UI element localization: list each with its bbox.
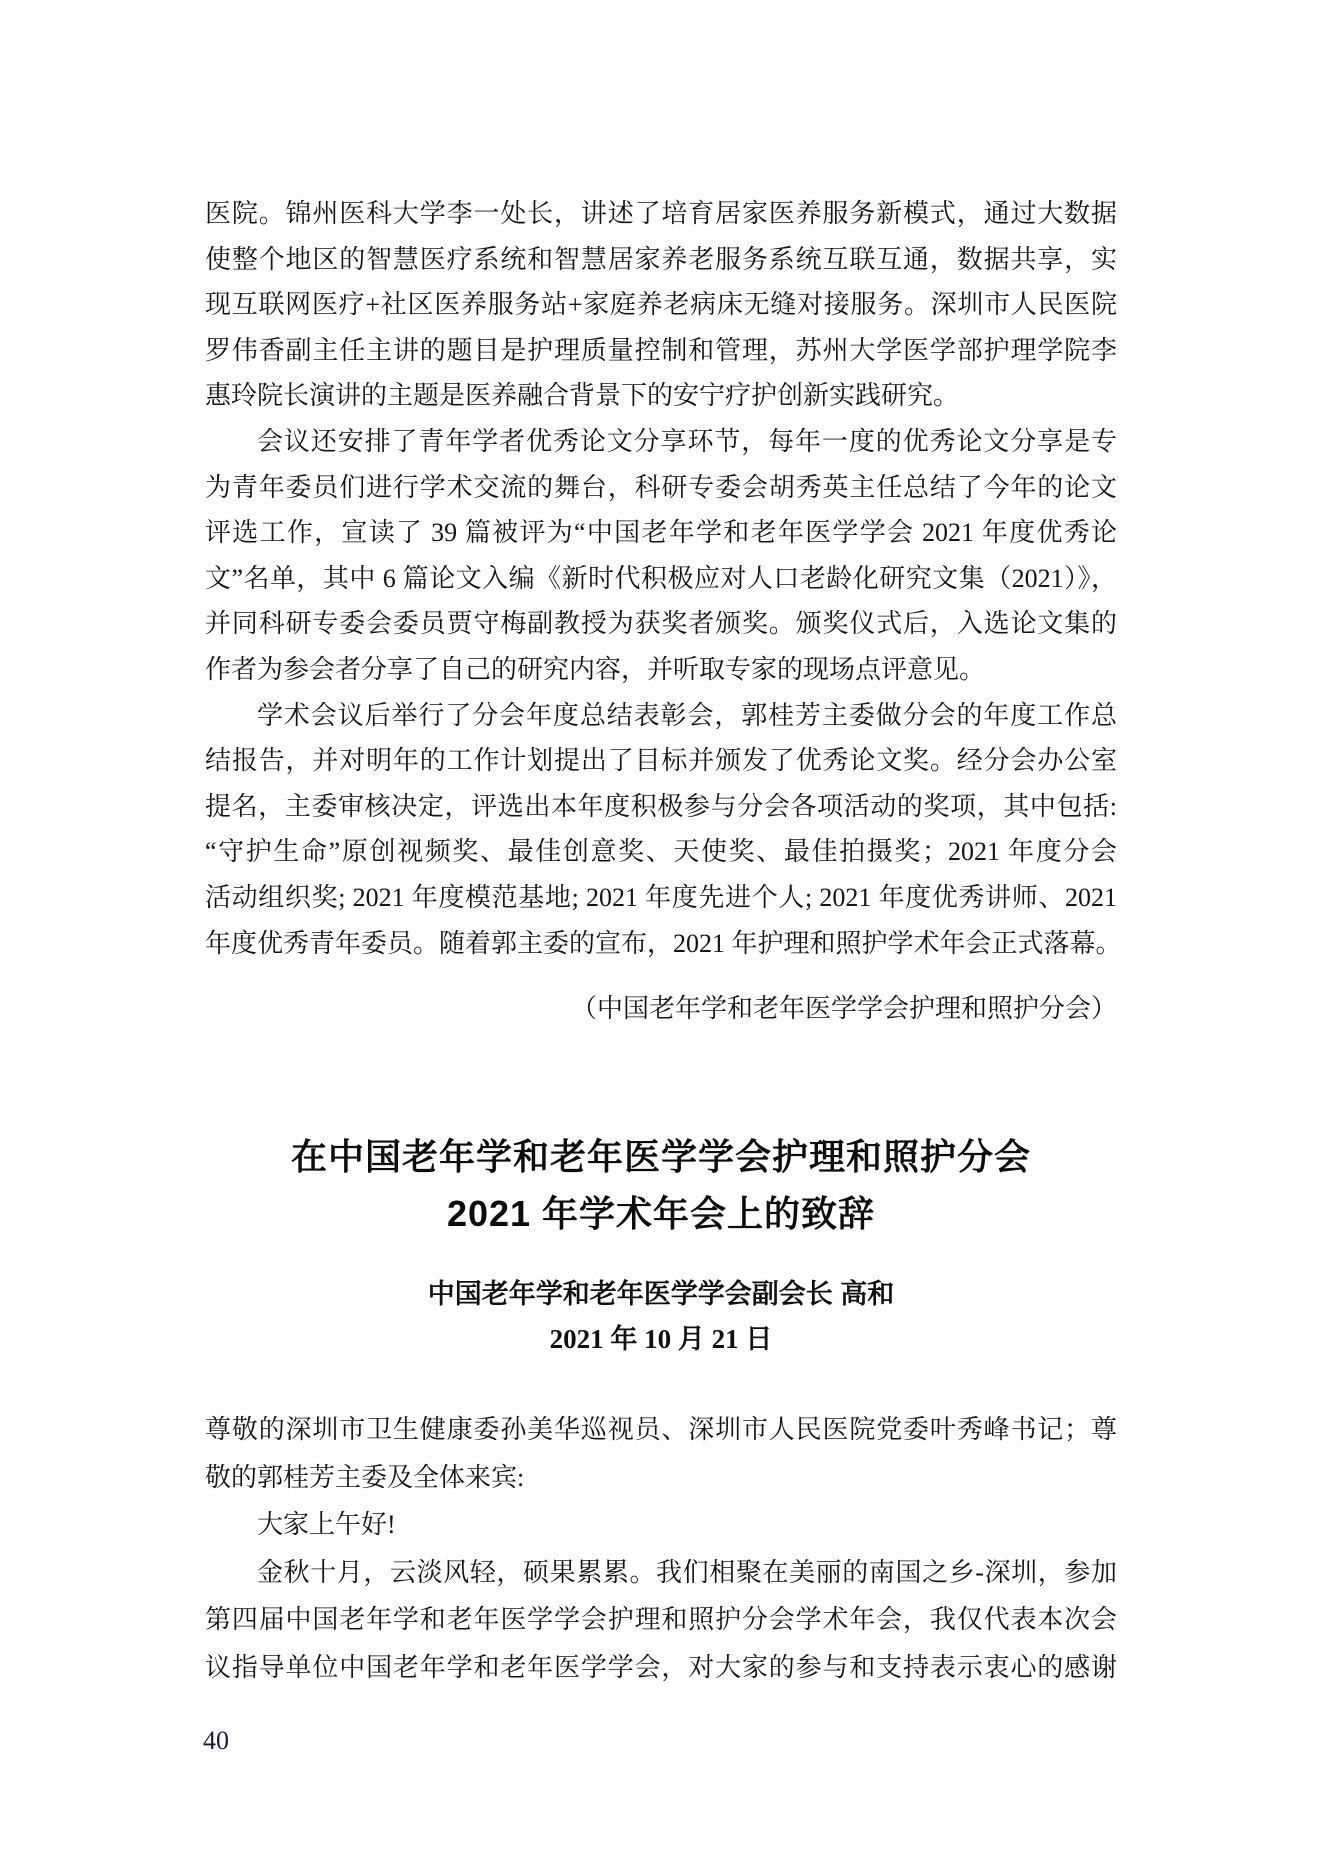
- text-line: 年度优秀青年委员。随着郭主委的宣布，2021 年护理和照护学术年会正式落幕。: [205, 928, 1122, 958]
- report-lines: [205, 191, 1122, 966]
- text-line: 尊敬的深圳市卫生健康委孙美华巡视员、深圳市人民医院党委叶秀峰书记；尊: [205, 1415, 1117, 1444]
- text-line: 大家上午好!: [257, 1510, 396, 1539]
- text-line: 提名，主委审核决定，评选出本年度积极参与分会各项活动的奖项，其中包括:: [205, 791, 1117, 821]
- text-line: 为青年委员们进行学术交流的舞台，科研专委会胡秀英主任总结了今年的论文: [205, 472, 1117, 502]
- text-line: “守护生命”原创视频奖、最佳创意奖、天使奖、最佳拍摄奖；2021 年度分会: [205, 837, 1117, 867]
- text-line: 惠玲院长演讲的主题是医养融合背景下的安宁疗护创新实践研究。: [205, 381, 960, 411]
- text-line: 敬的郭桂芳主委及全体来宾:: [205, 1462, 525, 1492]
- speech-title-line1: 在中国老年学和老年医学学会护理和照护分会: [290, 1136, 1031, 1177]
- text-line: 并同科研专委会委员贾守梅副教授为获奖者颁奖。颁奖仪式后，入选论文集的: [205, 609, 1117, 639]
- page-number: 40: [203, 1726, 229, 1755]
- text-line: 文”名单，其中 6 篇论文入编《新时代积极应对人口老龄化研究文集（2021）》，: [205, 563, 1117, 593]
- speech-body-section: [205, 1406, 1117, 1691]
- text-line: 第四届中国老年学和老年医学学会护理和照护分会学术年会，我仅代表本次会: [205, 1605, 1117, 1634]
- text-line: 医院。锦州医科大学李一处长，讲述了培育居家医养服务新模式，通过大数据: [205, 199, 1117, 228]
- text-line: 罗伟香副主任主讲的题目是护理质量控制和管理，苏州大学医学部护理学院李: [205, 335, 1117, 365]
- text-line: 会议还安排了青年学者优秀论文分享环节，每年一度的优秀论文分享是专: [257, 426, 1117, 456]
- report-body-section: [205, 191, 1122, 1032]
- text-line: 学术会议后举行了分会年度总结表彰会，郭桂芳主委做分会的年度工作总: [257, 700, 1117, 730]
- speech-date: 2021 年 10 月 21 日: [549, 1324, 773, 1354]
- text-line: 结报告，并对明年的工作计划提出了目标并颁发了优秀论文奖。经分会办公室: [205, 746, 1117, 776]
- speech-lines: [205, 1406, 1117, 1691]
- speech-title-line2: 2021 年学术年会上的致辞: [446, 1193, 876, 1234]
- speech-title: [205, 1128, 1117, 1242]
- text-line: 金秋十月，云淡风轻，硕果累累。我们相聚在美丽的南国之乡-深圳，参加: [257, 1557, 1117, 1587]
- text-line: 活动组织奖; 2021 年度模范基地; 2021 年度先进个人; 2021 年度优秀讲师、2021: [205, 882, 1117, 912]
- speech-author: 中国老年学和老年医学学会副会长 高和: [427, 1279, 895, 1309]
- text-line: 使整个地区的智慧医疗系统和智慧居家养老服务系统互联互通，数据共享，实: [205, 244, 1117, 274]
- text-line: 议指导单位中国老年学和老年医学学会，对大家的参与和支持表示衷心的感谢: [205, 1652, 1117, 1682]
- attribution-line: （中国老年学和老年医学学会护理和照护分会）: [570, 994, 1117, 1024]
- text-line: 评选工作，宣读了 39 篇被评为“中国老年学和老年医学学会 2021 年度优秀论: [205, 518, 1117, 548]
- text-line: 作者为参会者分享了自己的研究内容，并听取专家的现场点评意见。: [205, 654, 986, 684]
- text-line: 现互联网医疗+社区医养服务站+家庭养老病床无缝对接服务。深圳市人民医院: [205, 290, 1117, 320]
